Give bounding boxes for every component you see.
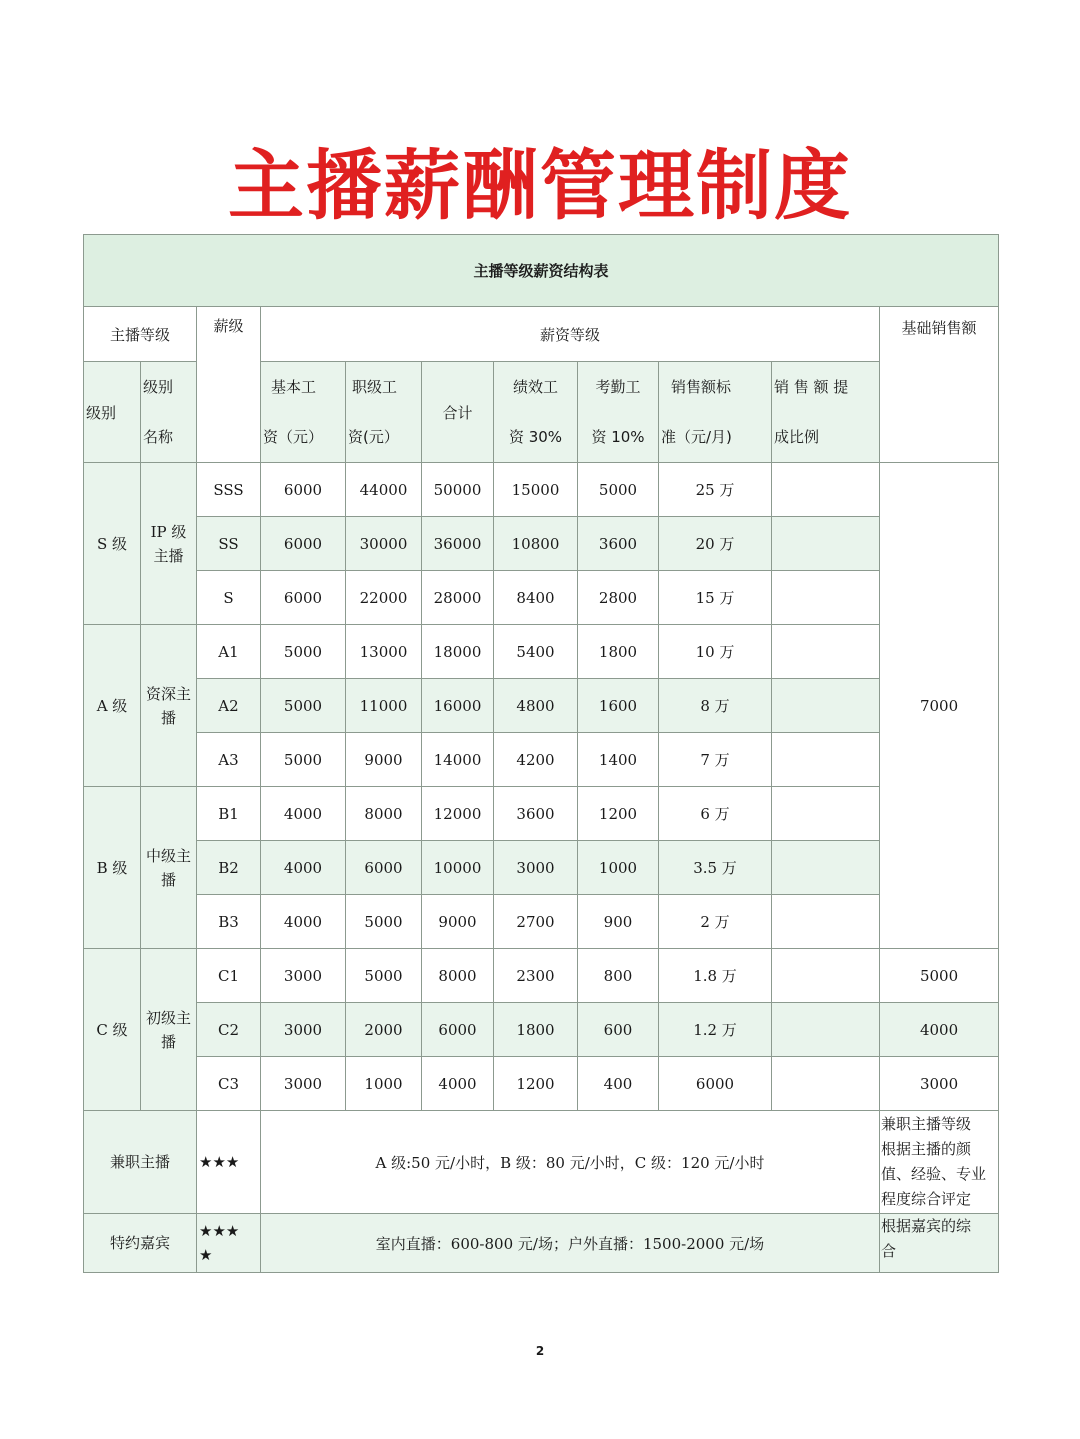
performance-cell: 5400 <box>494 625 578 679</box>
base-pay-cell: 6000 <box>261 517 346 571</box>
total-cell: 8000 <box>422 949 494 1003</box>
part-time-note <box>880 1111 999 1214</box>
rank-pay-cell: 30000 <box>346 517 422 571</box>
part-time-note-line-1: 兼职主播等级 <box>881 1115 972 1133</box>
header-base-sales: 基础销售额 <box>880 307 999 463</box>
base-pay-cell: 4000 <box>261 895 346 949</box>
level-name-cell-line-2: 播 <box>160 870 176 889</box>
sales-target-cell: 6 万 <box>659 787 772 841</box>
level-name-cell-line-1: IP 级 <box>150 522 187 541</box>
level-cell: S 级 <box>84 463 141 625</box>
sales-target-cell: 15 万 <box>659 571 772 625</box>
attendance-cell: 900 <box>578 895 659 949</box>
performance-cell: 4800 <box>494 679 578 733</box>
sales-target-cell: 20 万 <box>659 517 772 571</box>
performance-cell: 2300 <box>494 949 578 1003</box>
header-base-pay-line-1: 基本工 <box>271 378 317 396</box>
header-performance <box>494 362 578 463</box>
level-name-cell <box>141 787 197 949</box>
total-cell: 4000 <box>422 1057 494 1111</box>
attendance-cell: 600 <box>578 1003 659 1057</box>
guest-stars-line-2: ★ <box>199 1246 213 1264</box>
header-level-name-line-1: 级别 <box>143 378 174 396</box>
table-row <box>84 679 999 733</box>
header-salary-grade: 薪级 <box>197 307 261 463</box>
page-title: 主播薪酬管理制度 <box>228 141 852 230</box>
part-time-stars: ★★★ <box>197 1111 261 1214</box>
header-rank-pay-line-2: 资(元） <box>348 428 399 446</box>
level-name-cell-line-2: 主播 <box>153 546 184 565</box>
header-commission-line-2: 成比例 <box>774 428 820 446</box>
part-time-note-line-4: 程度综合评定 <box>881 1190 972 1208</box>
attendance-cell: 1600 <box>578 679 659 733</box>
total-cell: 16000 <box>422 679 494 733</box>
rank-pay-cell: 22000 <box>346 571 422 625</box>
sales-target-cell: 3.5 万 <box>659 841 772 895</box>
guest-stars-line-1: ★★★ <box>199 1222 240 1240</box>
part-time-rates: A 级:50 元/小时，B 级：80 元/小时，C 级：120 元/小时 <box>261 1111 880 1214</box>
part-time-note-line-3: 值、经验、专业 <box>881 1165 987 1183</box>
salary-structure-table <box>83 234 999 1273</box>
header-anchor-level: 主播等级 <box>84 307 197 362</box>
guest-note-line-2: 合 <box>881 1242 897 1260</box>
commission-cell <box>772 841 880 895</box>
table-row <box>84 571 999 625</box>
guest-row <box>84 1214 999 1273</box>
base-sales-cell: 7000 <box>880 463 999 949</box>
commission-cell <box>772 571 880 625</box>
level-name-cell <box>141 949 197 1111</box>
base-pay-cell: 4000 <box>261 841 346 895</box>
commission-cell <box>772 625 880 679</box>
table-row <box>84 1003 999 1057</box>
commission-cell <box>772 517 880 571</box>
performance-cell: 8400 <box>494 571 578 625</box>
level-name-cell-line-1: 中级主 <box>145 846 191 865</box>
grade-cell: A3 <box>197 733 261 787</box>
performance-cell: 15000 <box>494 463 578 517</box>
level-name-cell <box>141 625 197 787</box>
sales-target-cell: 10 万 <box>659 625 772 679</box>
guest-stars <box>197 1214 261 1273</box>
rank-pay-cell: 6000 <box>346 841 422 895</box>
header-commission-line-1: 销 售 额 提 <box>774 378 849 396</box>
attendance-cell: 2800 <box>578 571 659 625</box>
table-row <box>84 949 999 1003</box>
header-total: 合计 <box>422 362 494 463</box>
sales-target-cell: 2 万 <box>659 895 772 949</box>
performance-cell: 3600 <box>494 787 578 841</box>
table-row <box>84 625 999 679</box>
performance-cell: 3000 <box>494 841 578 895</box>
level-name-cell <box>141 463 197 625</box>
rank-pay-cell: 44000 <box>346 463 422 517</box>
table-row <box>84 733 999 787</box>
part-time-note-line-2: 根据主播的颜 <box>881 1140 972 1158</box>
sales-target-cell: 1.2 万 <box>659 1003 772 1057</box>
total-cell: 9000 <box>422 895 494 949</box>
base-sales-cell: 3000 <box>880 1057 999 1111</box>
total-cell: 14000 <box>422 733 494 787</box>
rank-pay-cell: 2000 <box>346 1003 422 1057</box>
rank-pay-cell: 8000 <box>346 787 422 841</box>
grade-cell: B1 <box>197 787 261 841</box>
attendance-cell: 1400 <box>578 733 659 787</box>
total-cell: 36000 <box>422 517 494 571</box>
rank-pay-cell: 13000 <box>346 625 422 679</box>
sales-target-cell: 1.8 万 <box>659 949 772 1003</box>
attendance-cell: 3600 <box>578 517 659 571</box>
header-level: 级别 <box>84 362 141 463</box>
performance-cell: 10800 <box>494 517 578 571</box>
attendance-cell: 400 <box>578 1057 659 1111</box>
header-attendance-line-2: 资 10% <box>591 428 645 446</box>
header-base-pay-line-2: 资（元） <box>263 428 324 446</box>
commission-cell <box>772 1003 880 1057</box>
commission-cell <box>772 949 880 1003</box>
header-base-pay <box>261 362 346 463</box>
table-row <box>84 1057 999 1111</box>
level-cell: C 级 <box>84 949 141 1111</box>
base-pay-cell: 6000 <box>261 571 346 625</box>
performance-cell: 2700 <box>494 895 578 949</box>
total-cell: 10000 <box>422 841 494 895</box>
commission-cell <box>772 679 880 733</box>
attendance-cell: 1800 <box>578 625 659 679</box>
rank-pay-cell: 5000 <box>346 895 422 949</box>
table-row <box>84 895 999 949</box>
level-cell: A 级 <box>84 625 141 787</box>
sales-target-cell: 7 万 <box>659 733 772 787</box>
total-cell: 6000 <box>422 1003 494 1057</box>
rank-pay-cell: 1000 <box>346 1057 422 1111</box>
guest-rates: 室内直播：600-800 元/场；户外直播：1500-2000 元/场 <box>261 1214 880 1273</box>
level-name-cell-line-1: 资深主 <box>145 684 191 703</box>
level-name-cell-line-1: 初级主 <box>145 1008 191 1027</box>
header-performance-line-1: 绩效工 <box>512 378 558 396</box>
level-name-cell-line-2: 播 <box>160 708 176 727</box>
base-pay-cell: 3000 <box>261 1003 346 1057</box>
header-sales-target-line-2: 准（元/月) <box>661 428 732 446</box>
guest-note-line-1: 根据嘉宾的综 <box>881 1217 972 1235</box>
attendance-cell: 800 <box>578 949 659 1003</box>
table-row <box>84 463 999 517</box>
header-performance-line-2: 资 30% <box>508 428 563 446</box>
header-commission <box>772 362 880 463</box>
rank-pay-cell: 11000 <box>346 679 422 733</box>
header-rank-pay <box>346 362 422 463</box>
grade-cell: S <box>197 571 261 625</box>
performance-cell: 1200 <box>494 1057 578 1111</box>
commission-cell <box>772 733 880 787</box>
commission-cell <box>772 787 880 841</box>
grade-cell: SS <box>197 517 261 571</box>
attendance-cell: 1000 <box>578 841 659 895</box>
commission-cell <box>772 463 880 517</box>
level-name-cell-line-2: 播 <box>160 1032 176 1051</box>
total-cell: 50000 <box>422 463 494 517</box>
attendance-cell: 1200 <box>578 787 659 841</box>
performance-cell: 4200 <box>494 733 578 787</box>
base-pay-cell: 6000 <box>261 463 346 517</box>
commission-cell <box>772 895 880 949</box>
grade-cell: C2 <box>197 1003 261 1057</box>
grade-cell: A1 <box>197 625 261 679</box>
guest-label: 特约嘉宾 <box>84 1214 197 1273</box>
grade-cell: SSS <box>197 463 261 517</box>
header-level-name <box>141 362 197 463</box>
table-row <box>84 787 999 841</box>
sales-target-cell: 8 万 <box>659 679 772 733</box>
level-cell: B 级 <box>84 787 141 949</box>
rank-pay-cell: 9000 <box>346 733 422 787</box>
base-pay-cell: 5000 <box>261 625 346 679</box>
total-cell: 12000 <box>422 787 494 841</box>
base-sales-cell: 5000 <box>880 949 999 1003</box>
performance-cell: 1800 <box>494 1003 578 1057</box>
total-cell: 28000 <box>422 571 494 625</box>
base-pay-cell: 4000 <box>261 787 346 841</box>
base-pay-cell: 3000 <box>261 949 346 1003</box>
grade-cell: C1 <box>197 949 261 1003</box>
table-row <box>84 517 999 571</box>
header-attendance-line-1: 考勤工 <box>595 378 641 396</box>
grade-cell: B2 <box>197 841 261 895</box>
table-title: 主播等级薪资结构表 <box>84 235 999 307</box>
sales-target-cell: 25 万 <box>659 463 772 517</box>
part-time-row <box>84 1111 999 1214</box>
base-pay-cell: 5000 <box>261 733 346 787</box>
header-pay-grade: 薪资等级 <box>261 307 880 362</box>
header-attendance <box>578 362 659 463</box>
sales-target-cell: 6000 <box>659 1057 772 1111</box>
grade-cell: B3 <box>197 895 261 949</box>
guest-note <box>880 1214 999 1273</box>
base-sales-cell: 4000 <box>880 1003 999 1057</box>
rank-pay-cell: 5000 <box>346 949 422 1003</box>
table-row <box>84 841 999 895</box>
base-pay-cell: 3000 <box>261 1057 346 1111</box>
total-cell: 18000 <box>422 625 494 679</box>
page-number: 2 <box>535 1344 545 1358</box>
base-pay-cell: 5000 <box>261 679 346 733</box>
attendance-cell: 5000 <box>578 463 659 517</box>
grade-cell: C3 <box>197 1057 261 1111</box>
grade-cell: A2 <box>197 679 261 733</box>
commission-cell <box>772 1057 880 1111</box>
header-sales-target <box>659 362 772 463</box>
header-sales-target-line-1: 销售额标 <box>671 378 732 396</box>
part-time-label: 兼职主播 <box>84 1111 197 1214</box>
header-rank-pay-line-1: 职级工 <box>352 378 398 396</box>
header-level-name-line-2: 名称 <box>143 428 174 446</box>
